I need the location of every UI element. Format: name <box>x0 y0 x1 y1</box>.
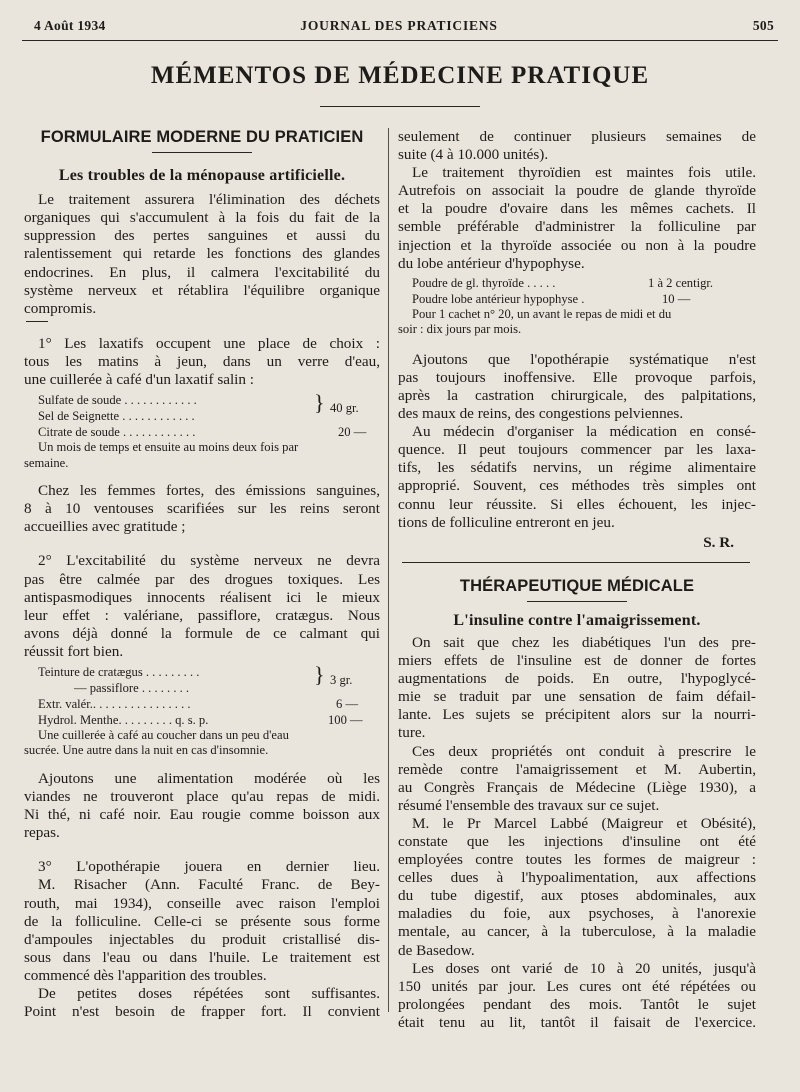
paragraph <box>24 985 380 1021</box>
header-date: 4 Août 1934 <box>34 18 106 33</box>
text-line: résumé l'ensemble des travaux sur ce sujet. <box>398 796 660 814</box>
text-line: une cuillerée à café d'un laxatif salin : <box>24 371 255 389</box>
text-line: suppression des pertes sanguines et aussi du <box>24 227 380 245</box>
separator-rule <box>26 321 48 322</box>
prescription-note: Pour 1 cachet n° 20, un avant le repas de midi et du soir : dix jours par mois. <box>398 306 672 337</box>
text-line: Ces deux propriétés ont conduit à prescrire le <box>412 742 756 760</box>
right-column <box>398 128 756 1032</box>
text-line: On sait que chez les diabétiques l'un des pre- <box>412 633 756 651</box>
column-divider <box>388 128 389 1012</box>
text-line: pas toujours inoffensive. Elle provoque parfois, <box>398 368 756 386</box>
prescription-dose: 40 gr. <box>330 401 359 416</box>
text-line: antispasmodiques innocents réalisent ici le mieux <box>24 588 380 606</box>
title-rule <box>320 106 480 107</box>
text-line: repas. <box>24 824 60 842</box>
text-line: maladies du foie, aux psychoses, à l'anorexie <box>398 905 756 923</box>
prescription-dose: 20 — <box>338 425 367 440</box>
text-line: M. Risacher (Ann. Faculté Franc. de Bey- <box>38 876 380 894</box>
prescription-dose: 6 — <box>336 696 359 711</box>
paragraph <box>398 164 756 273</box>
prescription-note: Une cuillerée à café au coucher dans un peu d'eau sucrée. Une autre dans la nuit en cas d'insomnie. <box>24 727 289 758</box>
text-line: organiques qui s'accumulent à la fois du fait de la <box>24 209 380 227</box>
text-line: Chez les femmes fortes, des émissions sanguines, <box>38 482 380 500</box>
text-line: approprié. Souvent, ces méthodes très simples ont <box>398 477 756 495</box>
paragraph <box>24 482 380 536</box>
text-line: d'ampoules injectables du produit cristallisé dis- <box>24 930 380 948</box>
paragraph <box>24 552 380 661</box>
text-line: leur effet : valériane, passiflore, cratægus. Nous <box>24 606 380 624</box>
text-line: sous dans l'eau ou dans l'huile. Le traitement est <box>24 948 380 966</box>
text-line: Ajoutons une alimentation modérée où les <box>38 769 380 787</box>
author-signature: S. R. <box>703 533 734 551</box>
text-line: celles dues à l'hypoalimentation, aux affections <box>398 869 756 887</box>
text-line: M. le Pr Marcel Labbé (Maigreur et Obésité), <box>412 814 756 832</box>
prescription-dose: 1 à 2 centigr. <box>648 275 714 290</box>
prescription-item: Poudre de gl. thyroïde . . . . . <box>412 275 556 290</box>
prescription-item: — passiflore . . . . . . . . <box>74 680 190 695</box>
text-line: De petites doses répétées sont suffisantes. <box>38 985 380 1002</box>
paragraph <box>24 335 380 389</box>
paragraph <box>398 351 756 423</box>
text-line: Au médecin d'organiser la médication en consé- <box>412 423 756 441</box>
text-line: constate que les injections d'insuline ont été <box>398 833 756 850</box>
paragraph <box>24 876 380 985</box>
section-rule <box>527 601 627 602</box>
text-line: remède contre l'amaigrissement et M. Aubertin, <box>398 760 756 778</box>
text-line: routh, mai 1934), conseille avec raison l'emploi <box>24 894 380 912</box>
paragraph <box>398 815 756 960</box>
text-line: réussit fort bien. <box>24 642 124 660</box>
text-line: suite (4 à 10.000 unités). <box>398 146 549 164</box>
text-line: connu leur réussite. Si elles échouent, les injec- <box>398 495 756 513</box>
text-line: tions de folliculine entreront en jeu. <box>398 513 615 531</box>
prescription-cachet <box>398 275 756 338</box>
text-line: seulement de continuer plusieurs semaines de <box>398 128 756 145</box>
text-line: lante. Les sujets se précipitent alors sur la nourri- <box>398 706 756 724</box>
text-line: après la castration chirurgicale, des palpitations, <box>398 386 756 404</box>
paragraph <box>24 770 380 842</box>
text-line: ralentissement qui retarde les fonctions des glandes <box>24 245 380 263</box>
paragraph <box>24 191 380 318</box>
text-line: endocrines. En plus, il calmera l'excitabilité du <box>24 263 380 281</box>
prescription-item: Hydrol. Menthe. . . . . . . . . q. s. p. <box>38 712 209 727</box>
running-header <box>22 18 776 38</box>
text-line: employées contre toutes les formes de maigreur : <box>398 851 756 869</box>
text-line: viandes ne trouveront place qu'au repas de midi. <box>24 788 380 806</box>
text-line: semble préférable d'administrer la folliculine par <box>398 218 756 236</box>
article-subtitle-menopause: Les troubles de la ménopause artificielle. <box>58 167 346 185</box>
text-line: 150 unités par jour. Les cures ont été répétées ou <box>398 977 756 995</box>
paragraph <box>398 128 756 164</box>
text-line: Point n'est besoin de frapper fort. Il convient <box>24 1003 380 1021</box>
article-subtitle-insuline: L'insuline contre l'amaigrissement. <box>453 611 701 629</box>
section-separator-rule <box>402 562 750 563</box>
paragraph <box>398 743 756 815</box>
prescription-item: Extr. valér.. . . . . . . . . . . . . . . . <box>38 696 191 711</box>
text-line: tous les matins à jeun, dans un verre d'eau, <box>24 352 380 370</box>
text-line: 1° Les laxatifs occupent une place de choix : <box>38 334 380 352</box>
text-line: Ni thé, ni café noir. Eau rougie comme boisson aux <box>24 806 380 824</box>
text-line: quence. Il peut toujours commencer par les laxa- <box>398 441 756 459</box>
page-title: MÉMENTOS DE MÉDECINE PRATIQUE <box>150 62 650 89</box>
prescription-laxatifs <box>24 392 380 471</box>
prescription-item: Poudre lobe antérieur hypophyse . <box>412 291 585 306</box>
text-line: était tenu au lit, tantôt il faisait de l'exercice. <box>398 1013 756 1031</box>
brace-glyph: } <box>314 661 325 687</box>
brace-glyph: } <box>314 390 325 416</box>
text-line: augmentations de poids. En outre, l'hypoglycé- <box>398 670 756 688</box>
prescription-item: Sel de Seignette . . . . . . . . . . . . <box>38 409 195 424</box>
text-line: système nerveux et rétablira l'équilibre organique <box>24 281 380 299</box>
text-line: commencé dès l'apparition des troubles. <box>24 966 267 984</box>
text-line: miers effets de l'insuline est de donner de fortes <box>398 652 756 670</box>
prescription-item: Sulfate de soude . . . . . . . . . . . . <box>38 393 197 408</box>
text-line: Le traitement thyroïdien est maintes fois utile. <box>412 164 756 182</box>
prescription-dose: 3 gr. <box>330 672 353 687</box>
header-rule <box>22 40 778 41</box>
prescription-dose: 100 — <box>328 712 363 727</box>
text-line: Autrefois on associait la poudre de glande thyroïde <box>398 182 756 200</box>
prescription-dose: 10 — <box>662 291 691 306</box>
text-line: Le traitement assurera l'élimination des déchets <box>38 191 380 209</box>
text-line: injection et la thyroïde associée ou non à la poudre <box>398 236 756 254</box>
section-rule <box>152 152 252 153</box>
text-line: 3° L'opothérapie jouera en dernier lieu. <box>38 858 380 876</box>
text-line: de la folliculine. Celle-ci se présente sous forme <box>24 912 380 930</box>
text-line: 8 à 10 ventouses scarifiées sur les reins seront <box>24 500 380 518</box>
header-journal-name: JOURNAL DES PRATICIENS <box>300 18 498 33</box>
prescription-note: Un mois de temps et ensuite au moins deux fois par semaine. <box>24 440 299 470</box>
left-column <box>24 128 380 1021</box>
text-line: au Congrès Français de Médecine (Liège 1930), a <box>398 778 756 796</box>
text-line: du lobe antérieur d'hypophyse. <box>398 254 585 272</box>
text-line: tifs, les sédatifs nervins, un régime alimentaire <box>398 459 756 477</box>
text-line: et la poudre d'ovaire dans les mêmes cachets. Il <box>398 200 756 218</box>
text-line: 2° L'excitabilité du système nerveux ne devra <box>38 552 380 570</box>
text-line: prolongées pendant des mois. Tantôt le sujet <box>398 995 756 1013</box>
text-line: des maux de reins, des congestions pelviennes. <box>398 405 684 423</box>
text-line: compromis. <box>24 299 97 317</box>
paragraph <box>24 858 380 876</box>
text-line: mentale, au cancer, à la tuberculose, à la maladie <box>398 923 756 941</box>
paragraph <box>398 423 756 532</box>
paragraph <box>398 634 756 743</box>
paragraph <box>398 960 756 1032</box>
text-line: Ajoutons que l'opothérapie systématique n'est <box>412 350 756 368</box>
prescription-calmant <box>24 661 380 759</box>
text-line: mie se traduit par une sensation de faim défail- <box>398 688 756 706</box>
text-line: pas être calmée par des drogues toxiques. Les <box>24 570 380 588</box>
header-page-number: 505 <box>752 18 774 33</box>
section-title-therapeutique: THÉRAPEUTIQUE MÉDICALE <box>459 576 695 595</box>
prescription-item: Citrate de soude . . . . . . . . . . . . <box>38 425 196 440</box>
text-line: Les doses ont varié de 10 à 20 unités, jusqu'à <box>412 959 756 977</box>
text-line: accueillies avec gratitude ; <box>24 518 186 536</box>
prescription-item: Teinture de cratægus . . . . . . . . . <box>38 664 200 679</box>
text-line: du tube digestif, aux ptoses abdominales, aux <box>398 887 756 905</box>
section-title-formulaire: FORMULAIRE MODERNE DU PRATICIEN <box>40 128 364 146</box>
text-line: ture. <box>398 724 426 742</box>
text-line: de Basedow. <box>398 941 475 959</box>
text-line: avons déjà donné la formule de ce calmant qui <box>24 624 380 642</box>
